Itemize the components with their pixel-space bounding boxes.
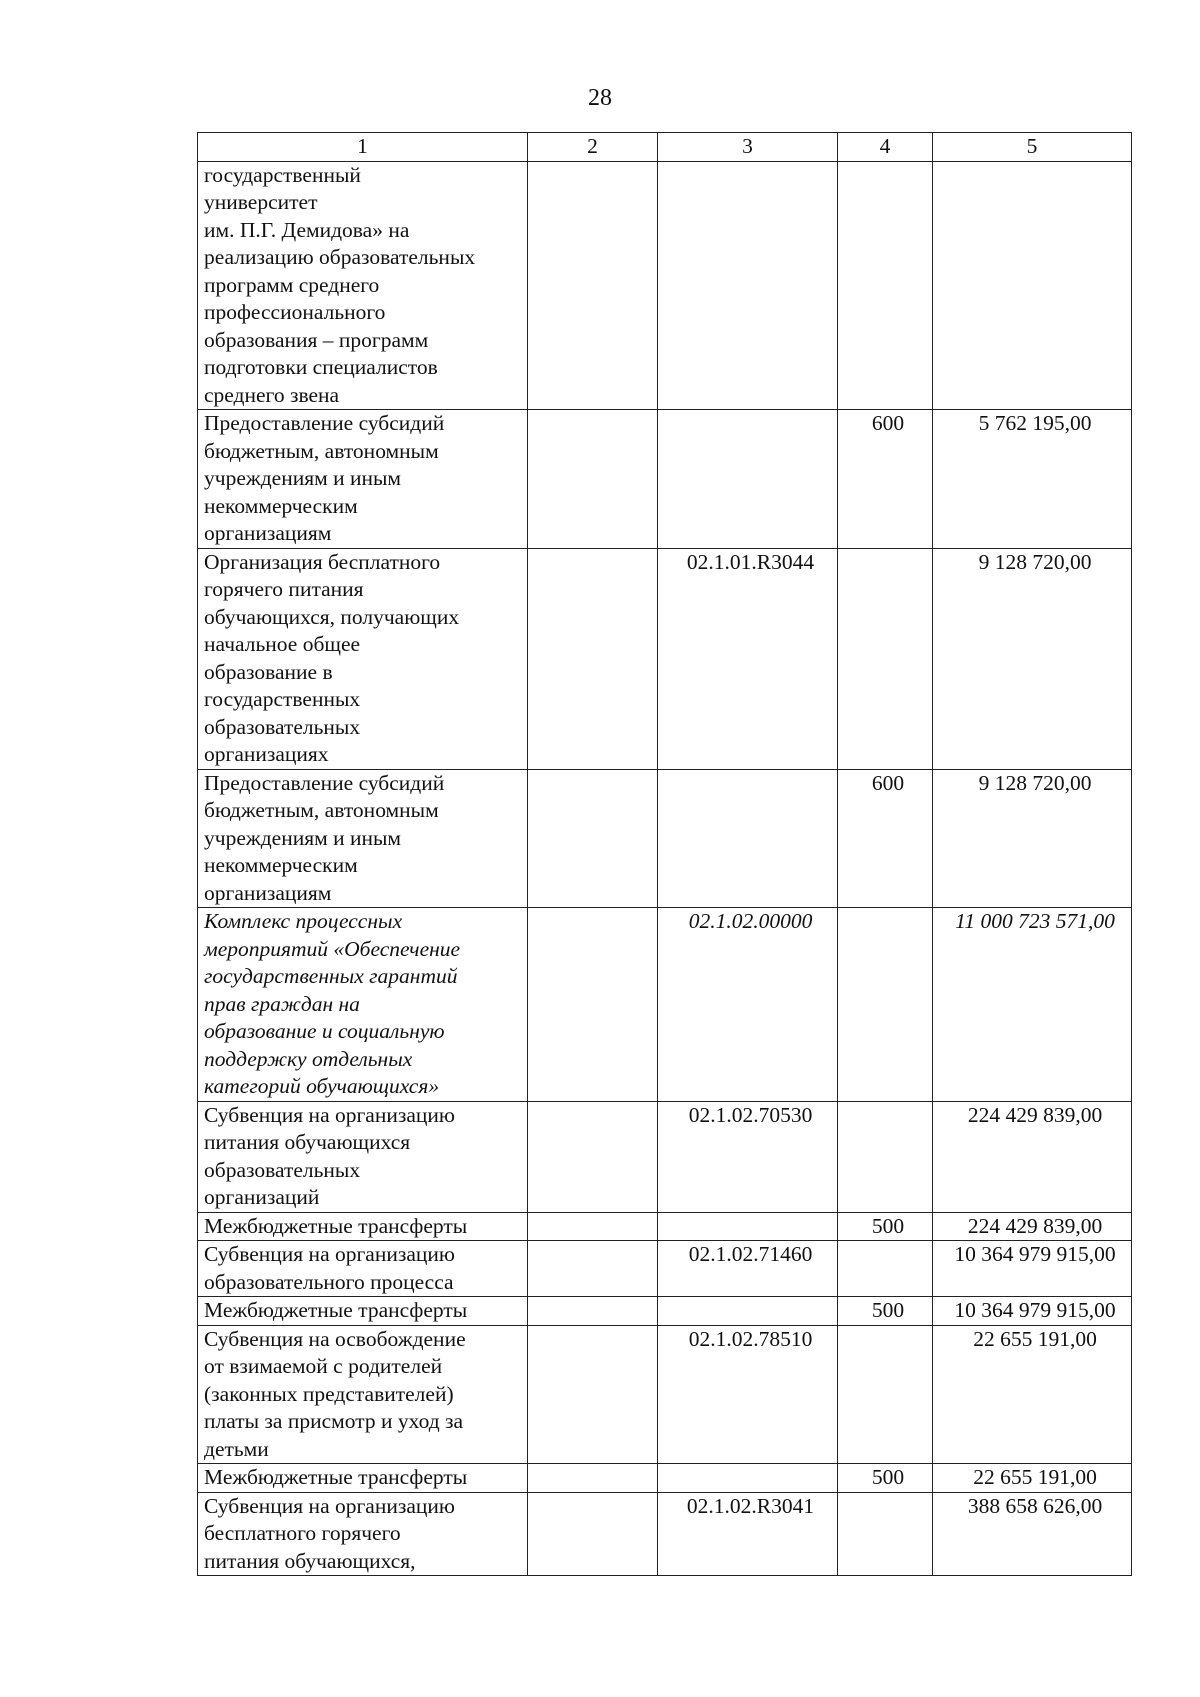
table-row: [198, 410, 1132, 549]
row-amount-cell: 10 364 979 915,00: [933, 1297, 1132, 1326]
row-target-code-cell: 02.1.02.00000: [658, 908, 838, 1102]
header-col-4: 4: [838, 133, 933, 162]
table-row: [198, 548, 1132, 769]
row-name-cell: Межбюджетные трансферты: [198, 1297, 528, 1326]
header-col-5: 5: [933, 133, 1132, 162]
row-col2-cell: [528, 1297, 658, 1326]
row-expense-type-cell: [838, 908, 933, 1102]
row-name-cell: Межбюджетные трансферты: [198, 1212, 528, 1241]
row-target-code-cell: [658, 1212, 838, 1241]
row-target-code-cell: 02.1.02.70530: [658, 1101, 838, 1212]
row-col2-cell: [528, 908, 658, 1102]
row-col2-cell: [528, 1325, 658, 1464]
table-row: [198, 1212, 1132, 1241]
budget-table: [197, 132, 1132, 1576]
row-col2-cell: [528, 1492, 658, 1576]
row-col2-cell: [528, 1101, 658, 1212]
row-expense-type-cell: 600: [838, 769, 933, 908]
table-row: [198, 1492, 1132, 1576]
row-col2-cell: [528, 1241, 658, 1297]
row-target-code-cell: 02.1.02.78510: [658, 1325, 838, 1464]
row-expense-type-cell: 500: [838, 1464, 933, 1493]
table-header-row: [198, 133, 1132, 162]
row-name-cell: Субвенция на организацию образовательного процесса: [198, 1241, 528, 1297]
row-expense-type-cell: [838, 1101, 933, 1212]
row-expense-type-cell: 500: [838, 1297, 933, 1326]
row-name-cell: Организация бесплатного горячего питания обучающихся, получающих начальное общее образование в государственных образовательных организациях: [198, 548, 528, 769]
row-target-code-cell: 02.1.02.R3041: [658, 1492, 838, 1576]
row-target-code-cell: [658, 1297, 838, 1326]
row-amount-cell: 388 658 626,00: [933, 1492, 1132, 1576]
table-row: [198, 1325, 1132, 1464]
row-amount-cell: 224 429 839,00: [933, 1101, 1132, 1212]
table-row: [198, 1101, 1132, 1212]
table-row: [198, 1297, 1132, 1326]
row-amount-cell: [933, 161, 1132, 410]
row-expense-type-cell: 600: [838, 410, 933, 549]
row-amount-cell: 9 128 720,00: [933, 769, 1132, 908]
header-col-1: 1: [198, 133, 528, 162]
row-expense-type-cell: [838, 548, 933, 769]
row-col2-cell: [528, 548, 658, 769]
row-target-code-cell: [658, 1464, 838, 1493]
row-amount-cell: 10 364 979 915,00: [933, 1241, 1132, 1297]
row-amount-cell: 22 655 191,00: [933, 1325, 1132, 1464]
page-number: 28: [588, 85, 612, 111]
row-name-cell: государственный университет им. П.Г. Демидова» на реализацию образовательных программ среднего профессионального образования – программ подготовки специалистов среднего звена: [198, 161, 528, 410]
row-col2-cell: [528, 161, 658, 410]
row-col2-cell: [528, 1212, 658, 1241]
table-row: [198, 1464, 1132, 1493]
table-row: [198, 908, 1132, 1102]
row-col2-cell: [528, 410, 658, 549]
table-row: [198, 1241, 1132, 1297]
table-row: [198, 161, 1132, 410]
row-target-code-cell: [658, 161, 838, 410]
row-name-cell: Субвенция на организацию питания обучающихся образовательных организаций: [198, 1101, 528, 1212]
row-name-cell: Субвенция на организацию бесплатного горячего питания обучающихся,: [198, 1492, 528, 1576]
header-col-3: 3: [658, 133, 838, 162]
row-name-cell: Межбюджетные трансферты: [198, 1464, 528, 1493]
row-expense-type-cell: [838, 1492, 933, 1576]
row-amount-cell: 224 429 839,00: [933, 1212, 1132, 1241]
row-name-cell: Предоставление субсидий бюджетным, автономным учреждениям и иным некоммерческим организациям: [198, 769, 528, 908]
row-expense-type-cell: [838, 161, 933, 410]
row-name-cell: Предоставление субсидий бюджетным, автономным учреждениям и иным некоммерческим организациям: [198, 410, 528, 549]
row-expense-type-cell: [838, 1325, 933, 1464]
row-target-code-cell: 02.1.01.R3044: [658, 548, 838, 769]
row-expense-type-cell: [838, 1241, 933, 1297]
row-name-cell: Комплекс процессных мероприятий «Обеспечение государственных гарантий прав граждан на образование и социальную поддержку отдельных категорий обучающихся»: [198, 908, 528, 1102]
row-amount-cell: 11 000 723 571,00: [933, 908, 1132, 1102]
row-col2-cell: [528, 1464, 658, 1493]
row-amount-cell: 5 762 195,00: [933, 410, 1132, 549]
row-target-code-cell: 02.1.02.71460: [658, 1241, 838, 1297]
row-target-code-cell: [658, 769, 838, 908]
row-amount-cell: 22 655 191,00: [933, 1464, 1132, 1493]
table-row: [198, 769, 1132, 908]
table-body: [198, 161, 1132, 1576]
header-col-2: 2: [528, 133, 658, 162]
row-amount-cell: 9 128 720,00: [933, 548, 1132, 769]
row-target-code-cell: [658, 410, 838, 549]
row-name-cell: Субвенция на освобождение от взимаемой с родителей (законных представителей) платы за присмотр и уход за детьми: [198, 1325, 528, 1464]
row-expense-type-cell: 500: [838, 1212, 933, 1241]
row-col2-cell: [528, 769, 658, 908]
